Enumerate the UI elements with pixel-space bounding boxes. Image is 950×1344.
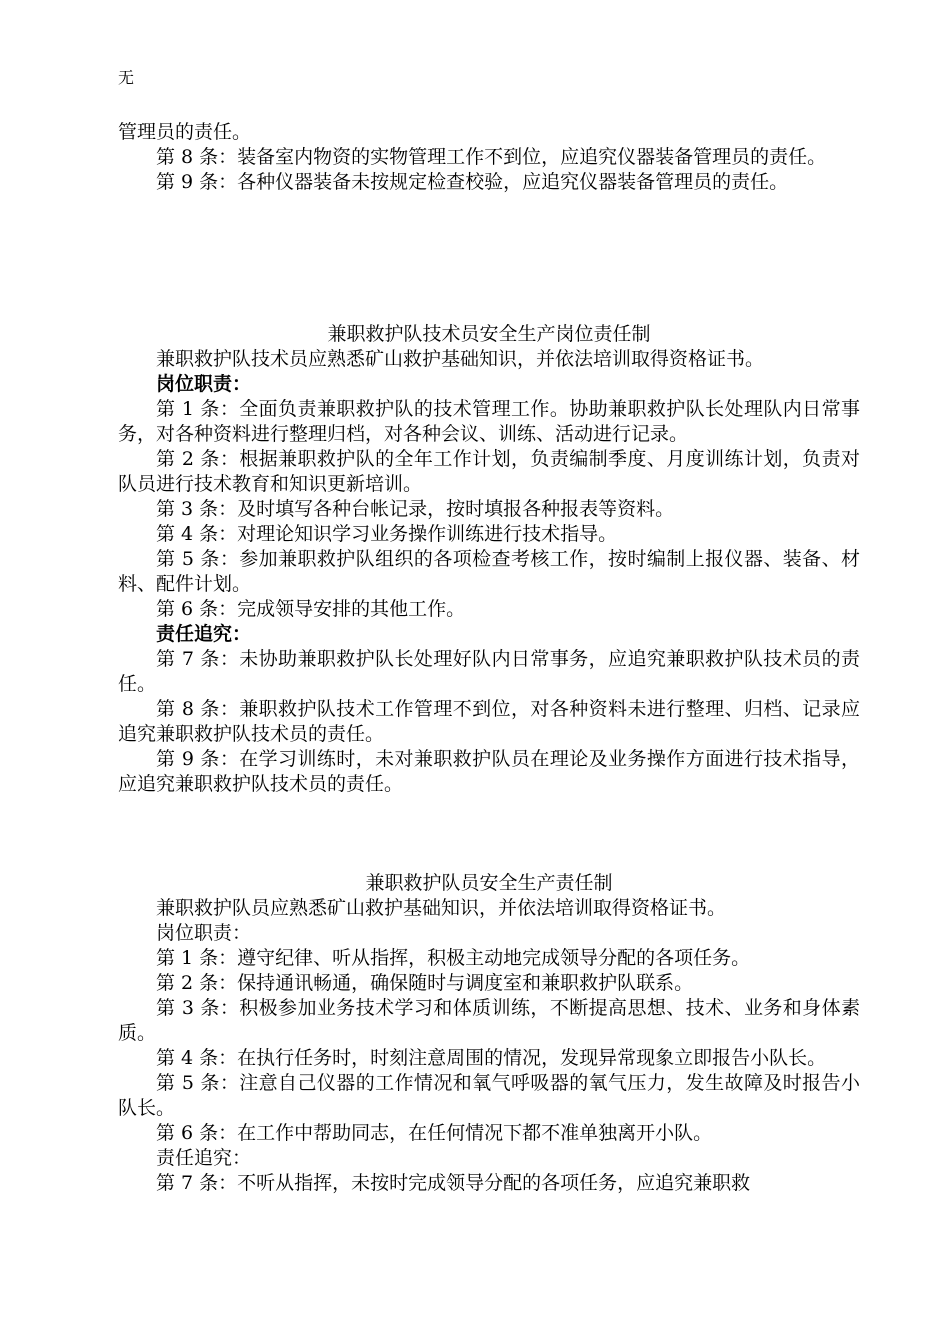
duty-article-4: 第 4 条：在执行任务时，时刻注意周围的情况，发现异常现象立即报告小队长。	[156, 1047, 827, 1069]
section-continuation	[118, 120, 860, 195]
section-intro: 兼职救护队员应熟悉矿山救护基础知识，并依法培训取得资格证书。	[156, 897, 727, 919]
paragraph: 管理员的责任。	[118, 121, 252, 143]
section-title: 兼职救护队员安全生产责任制	[365, 872, 613, 894]
section-intro: 兼职救护队技术员应熟悉矿山救护基础知识，并依法培训取得资格证书。	[156, 348, 765, 370]
accountability-article-8: 第 8 条：兼职救护队技术工作管理不到位，对各种资料未进行整理、归档、记录应追究兼职救护队技术员的责任。	[118, 698, 860, 745]
duty-article-6: 第 6 条：完成领导安排的其他工作。	[156, 598, 466, 620]
duty-article-1: 第 1 条：遵守纪律、听从指挥，积极主动地完成领导分配的各项任务。	[156, 947, 751, 969]
accountability-heading: 责任追究：	[156, 623, 252, 645]
accountability-article-7: 第 7 条：未协助兼职救护队长处理好队内日常事务，应追究兼职救护队技术员的责任。	[118, 648, 860, 695]
section-title: 兼职救护队技术员安全生产岗位责任制	[327, 323, 651, 345]
duty-article-4: 第 4 条：对理论知识学习业务操作训练进行技术指导。	[156, 523, 618, 545]
section-team-member	[118, 871, 860, 1196]
duty-article-2: 第 2 条：根据兼职救护队的全年工作计划，负责编制季度、月度训练计划，负责对队员进行技术教育和知识更新培训。	[118, 448, 860, 495]
duty-article-5: 第 5 条：参加兼职救护队组织的各项检查考核工作，按时编制上报仪器、装备、材料、配件计划。	[118, 548, 860, 595]
page-header: 无	[118, 68, 135, 87]
duty-article-1: 第 1 条：全面负责兼职救护队的技术管理工作。协助兼职救护队长处理队内日常事务，对各种资料进行整理归档，对各种会议、训练、活动进行记录。	[118, 398, 860, 445]
accountability-article-7: 第 7 条：不听从指挥，未按时完成领导分配的各项任务，应追究兼职救	[156, 1172, 751, 1194]
accountability-article-9: 第 9 条：在学习训练时，未对兼职救护队员在理论及业务操作方面进行技术指导，应追究兼职救护队技术员的责任。	[118, 748, 860, 795]
section-technician	[118, 322, 860, 797]
article-9: 第 9 条：各种仪器装备未按规定检查校验，应追究仪器装备管理员的责任。	[156, 171, 789, 193]
duty-article-2: 第 2 条：保持通讯畅通，确保随时与调度室和兼职救护队联系。	[156, 972, 694, 994]
duty-article-3: 第 3 条：积极参加业务技术学习和体质训练，不断提高思想、技术、业务和身体素质。	[118, 997, 860, 1044]
article-8: 第 8 条：装备室内物资的实物管理工作不到位，应追究仪器装备管理员的责任。	[156, 146, 827, 168]
duty-article-3: 第 3 条：及时填写各种台帐记录，按时填报各种报表等资料。	[156, 498, 675, 520]
duty-article-5: 第 5 条：注意自己仪器的工作情况和氧气呼吸器的氧气压力，发生故障及时报告小队长。	[118, 1072, 860, 1119]
duties-heading: 岗位职责：	[156, 922, 252, 944]
duties-heading: 岗位职责：	[156, 373, 252, 395]
duty-article-6: 第 6 条：在工作中帮助同志，在任何情况下都不准单独离开小队。	[156, 1122, 713, 1144]
accountability-heading: 责任追究：	[156, 1147, 252, 1169]
